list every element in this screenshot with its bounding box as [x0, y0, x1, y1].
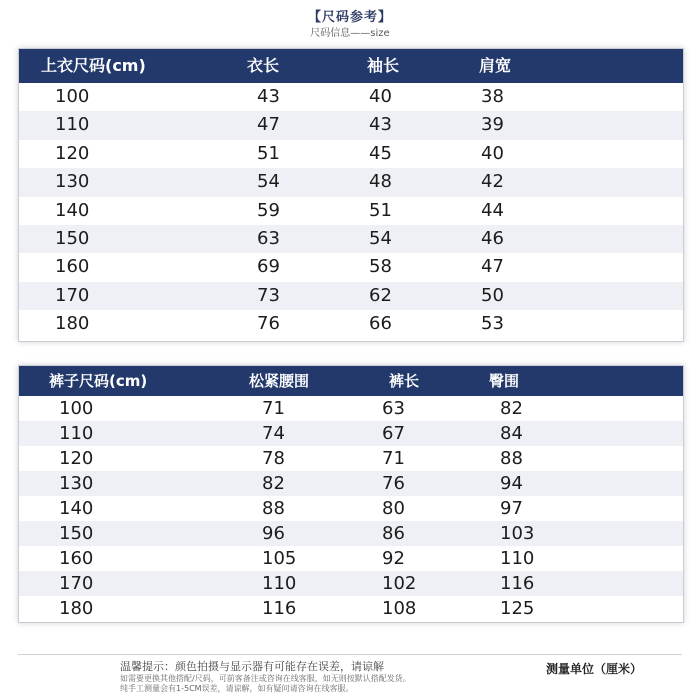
table-row [19, 546, 683, 571]
table-row [19, 596, 683, 621]
footer-notes [120, 660, 540, 694]
table-cell: 130 [55, 171, 90, 193]
table-cell: 40 [481, 142, 504, 164]
table-cell: 92 [382, 548, 405, 569]
table-cell: 78 [262, 448, 285, 469]
table-cell: 96 [262, 523, 285, 544]
table-cell: 140 [59, 498, 94, 519]
table-cell: 54 [257, 171, 280, 193]
table-cell: 69 [257, 256, 280, 278]
column-header: 松紧腰围 [249, 372, 310, 390]
table-row [19, 471, 683, 496]
table-cell: 160 [55, 256, 90, 278]
table-cell: 38 [481, 86, 504, 107]
table-cell: 48 [369, 171, 392, 193]
table-row [19, 310, 683, 338]
table-cell: 71 [262, 398, 285, 419]
table-cell: 44 [481, 199, 504, 221]
column-header: 裤长 [389, 372, 420, 390]
table-cell: 170 [55, 284, 90, 306]
table-row [19, 446, 683, 471]
table-cell: 71 [382, 448, 405, 469]
table-cell: 66 [369, 313, 392, 335]
table-cell: 47 [257, 114, 280, 136]
table-row [19, 140, 683, 168]
column-header: 肩宽 [479, 56, 512, 75]
table-cell: 125 [500, 598, 535, 619]
table-cell: 86 [382, 523, 405, 544]
table-cell: 53 [481, 313, 504, 335]
note-main: 温馨提示：颜色拍摄与显示器有可能存在误差，请谅解 [120, 660, 384, 673]
column-header: 袖长 [367, 56, 400, 75]
table-cell: 103 [500, 523, 535, 544]
table-cell: 170 [59, 573, 94, 594]
table-cell: 100 [55, 86, 90, 107]
table-row [19, 421, 683, 446]
table-row [19, 111, 683, 139]
table-row [19, 225, 683, 253]
table-cell: 74 [262, 423, 285, 444]
table-cell: 47 [481, 256, 504, 278]
table-cell: 150 [59, 523, 94, 544]
table-cell: 39 [481, 114, 504, 136]
table-cell: 97 [500, 498, 523, 519]
table-cell: 63 [257, 228, 280, 249]
table-cell: 59 [257, 199, 280, 221]
table-cell: 110 [55, 114, 90, 136]
table-row [19, 282, 683, 310]
table-cell: 150 [55, 228, 90, 249]
table-row [19, 253, 683, 281]
page-title: 【尺码参考】 [307, 10, 392, 25]
table-cell: 43 [257, 86, 280, 107]
table-cell: 120 [55, 142, 90, 164]
top-size-table [18, 48, 684, 342]
table-cell: 110 [59, 423, 94, 444]
table-row [19, 197, 683, 225]
table-cell: 180 [55, 313, 90, 335]
table-cell: 102 [382, 573, 417, 594]
bottom-size-table [18, 365, 684, 623]
table-cell: 80 [382, 498, 405, 519]
table-cell: 82 [500, 398, 523, 419]
table-row [19, 521, 683, 546]
table-cell: 62 [369, 284, 392, 306]
page-subtitle: 尺码信息——size [310, 28, 390, 39]
table-cell: 116 [262, 598, 297, 619]
table-cell: 108 [382, 598, 417, 619]
column-header: 上衣尺码(cm) [41, 56, 146, 75]
table-cell: 116 [500, 573, 535, 594]
table-cell: 140 [55, 199, 90, 221]
footer-divider [18, 654, 682, 655]
table-cell: 58 [369, 256, 392, 278]
table-cell: 88 [262, 498, 285, 519]
note-line-3: 纯手工测量会有1-5CM误差，请谅解，如有疑问请咨询在线客服。 [120, 684, 354, 693]
table-row [19, 496, 683, 521]
top-table-header [19, 49, 683, 83]
table-cell: 76 [257, 313, 280, 335]
table-cell: 180 [59, 598, 94, 619]
table-cell: 88 [500, 448, 523, 469]
bottom-table-header [19, 366, 683, 396]
table-cell: 45 [369, 142, 392, 164]
note-line-2: 如需要更换其他搭配/尺码，可前客备注或咨询在线客服，如无则按默认搭配发货。 [120, 674, 411, 683]
table-cell: 130 [59, 473, 94, 494]
table-cell: 73 [257, 284, 280, 306]
table-row [19, 83, 683, 111]
table-cell: 120 [59, 448, 94, 469]
column-header: 衣长 [247, 56, 280, 75]
table-cell: 42 [481, 171, 504, 193]
measurement-unit: 测量单位（厘米） [546, 662, 643, 676]
table-cell: 94 [500, 473, 523, 494]
table-row [19, 396, 683, 421]
table-cell: 110 [500, 548, 535, 569]
table-row [19, 168, 683, 196]
table-cell: 110 [262, 573, 297, 594]
table-cell: 54 [369, 228, 392, 249]
table-cell: 50 [481, 284, 504, 306]
table-cell: 43 [369, 114, 392, 136]
table-cell: 51 [369, 199, 392, 221]
table-row [19, 571, 683, 596]
table-cell: 46 [481, 228, 504, 249]
column-header: 臀围 [489, 372, 520, 390]
table-cell: 100 [59, 398, 94, 419]
table-cell: 160 [59, 548, 94, 569]
table-cell: 82 [262, 473, 285, 494]
table-cell: 40 [369, 86, 392, 107]
table-cell: 105 [262, 548, 297, 569]
table-cell: 84 [500, 423, 523, 444]
table-cell: 51 [257, 142, 280, 164]
table-cell: 76 [382, 473, 405, 494]
table-cell: 67 [382, 423, 405, 444]
table-cell: 63 [382, 398, 405, 419]
column-header: 裤子尺码(cm) [49, 372, 148, 390]
